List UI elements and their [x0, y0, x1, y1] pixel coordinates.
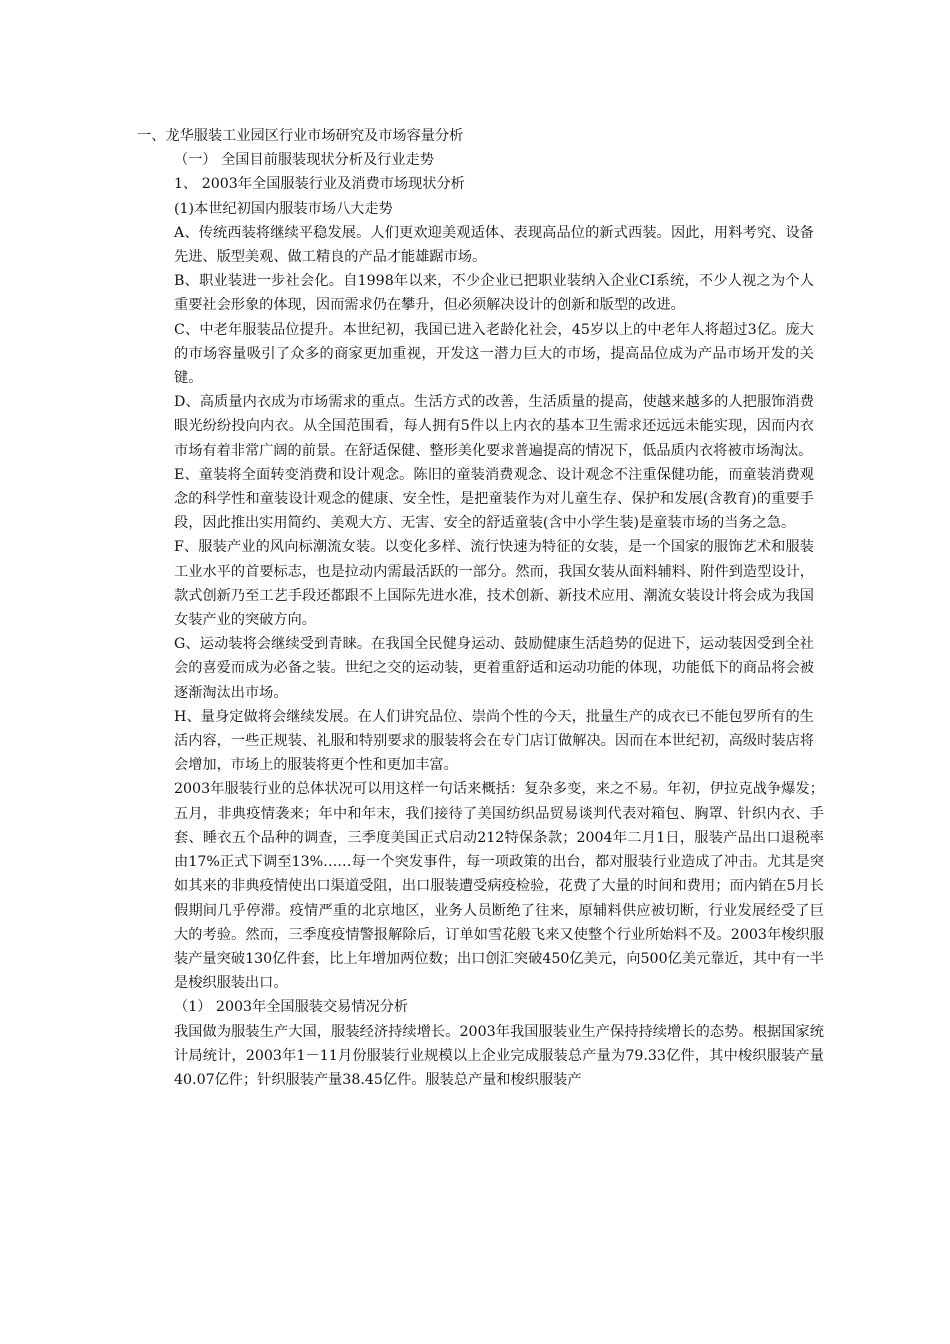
trend-a-paragraph: A、传统西装将继续平稳发展。人们更欢迎美观适体、表现高品位的新式西装。因此，用料考究、设备先进、版型美观、做工精良的产品才能雄踞市场。 — [174, 224, 814, 266]
subsection-heading: （一） 全国目前服装现状分析及行业走势 — [174, 152, 434, 169]
trade-subheading: （1） 2003年全国服装交易情况分析 — [174, 999, 409, 1016]
section-heading: 一、龙华服装工业园区行业市场研究及市场容量分析 — [137, 128, 464, 144]
trend-c-paragraph: C、中老年服装品位提升。本世纪初，我国已进入老龄化社会，45岁以上的中老年人将超过3亿。庞大的市场容量吸引了众多的商家更加重视，开发这一潜力巨大的市场，提高品位成为产品市场开发的关键。 — [174, 321, 814, 387]
trend-f-paragraph: F、服装产业的风向标潮流女装。以变化多样、流行快速为特征的女装，是一个国家的服饰艺术和服装工业水平的首要标志，也是拉动内需最活跃的一部分。然而，我国女装从面料辅料、附件到造型设计，款式创新乃至工艺手段还都跟不上国际先进水准，技术创新、新技术应用、潮流女装设计将会成为我国女装产业的突破方向。 — [174, 539, 814, 629]
topic-heading: 1、 2003年全国服装行业及消费市场现状分析 — [174, 176, 465, 193]
trend-h-paragraph: H、量身定做将会继续发展。在人们讲究品位、崇尚个性的今天，批量生产的成衣已不能包罗所有的生活内容，一些正规装、礼服和特别要求的服装将会在专门店订做解决。因而在本世纪初，高级时装店将会增加，市场上的服装将更个性和更加丰富。 — [174, 708, 814, 774]
trade-paragraph: 我国做为服装生产大国，服装经济持续增长。2003年我国服装业生产保持持续增长的态势。根据国家统计局统计，2003年1－11月份服装行业规模以上企业完成服装总产量为79.33亿件，其中梭织服装产量40.07亿件；针织服装产量38.45亿件。服装总产量和梭织服装产 — [174, 1023, 824, 1088]
document-page — [0, 124, 950, 1092]
summary-paragraph: 2003年服装行业的总体状况可以用这样一句话来概括：复杂多变，来之不易。年初，伊拉克战争爆发；五月，非典疫情袭来；年中和年末，我们接待了美国纺织品贸易谈判代表对箱包、胸罩、针织内衣、手套、睡衣五个品种的调查，三季度美国正式启动212特保条款；2004年二月1日，服装产品出口退税率由17%正式下调至13%……每一个突发事件，每一项政策的出台，都对服装行业造成了冲击。尤其是突如其来的非典疫情使出口渠道受阻，出口服装遭受病疫检验，花费了大量的时间和费用；而内销在5月长假期间几乎停滞。疫情严重的北京地区，业务人员断绝了往来，原辅料供应被切断，行业发展经受了巨大的考验。然而，三季度疫情警报解除后，订单如雪花般飞来又使整个行业所始料不及。2003年梭织服装产量突破130亿件套，比上年增加两位数；出口创汇突破450亿美元，向500亿美元靠近，其中有一半是梭织服装出口。 — [174, 781, 824, 992]
trend-b-paragraph: B、职业装进一步社会化。自1998年以来，不少企业已把职业装纳入企业CI系统，不少人视之为个人重要社会形象的体现，因而需求仍在攀升，但必须解决设计的创新和版型的改进。 — [174, 273, 814, 314]
trend-e-paragraph: E、童装将全面转变消费和设计观念。陈旧的童装消费观念、设计观念不注重保健功能，而童装消费观念的科学性和童装设计观念的健康、安全性，是把童装作为对儿童生存、保护和发展(含教育)的重要手段，因此推出实用简约、美观大方、无害、安全的舒适童装(含中小学生装)是童装市场的当务之急。 — [174, 466, 814, 532]
trend-list-heading: (1)本世纪初国内服装市场八大走势 — [174, 200, 393, 217]
trend-g-paragraph: G、运动装将会继续受到青睐。在我国全民健身运动、鼓励健康生活趋势的促进下，运动装因受到全社会的喜爱而成为必备之装。世纪之交的运动装，更着重舒适和运动功能的体现，功能低下的商品将会被逐渐淘汰出市场。 — [174, 636, 814, 701]
trend-d-paragraph: D、高质量内衣成为市场需求的重点。生活方式的改善，生活质量的提高，使越来越多的人把服饰消费眼光纷纷投向内衣。从全国范围看，每人拥有5件以上内衣的基本卫生需求还远远未能实现，因而内衣市场有着非常广阔的前景。在舒适保健、整形美化要求普遍提高的情况下，低品质内衣将被市场淘汰。 — [174, 394, 814, 459]
